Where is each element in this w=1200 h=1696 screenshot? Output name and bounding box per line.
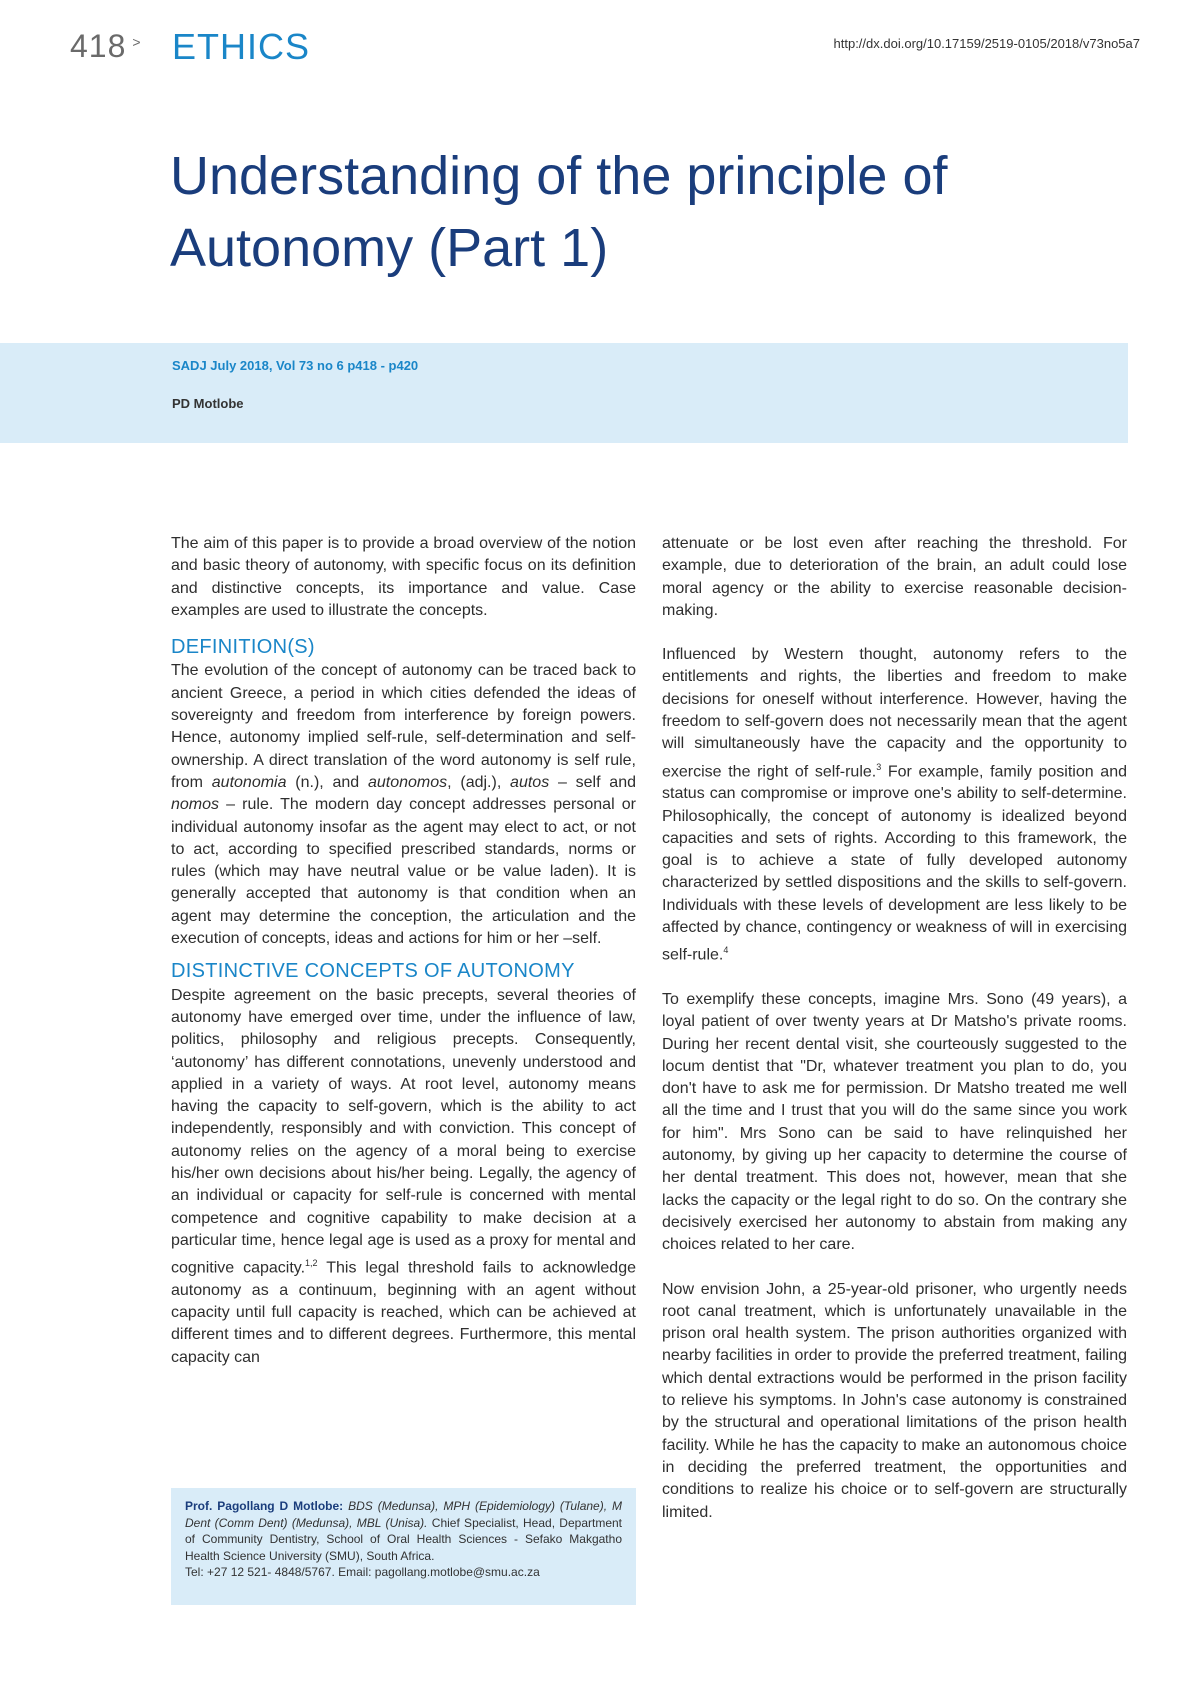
definitions-text: , (adj.), bbox=[447, 773, 511, 791]
page-number bbox=[70, 28, 142, 65]
paragraph: To exemplify these concepts, imagine Mrs. Sono (49 years), a loyal patient of over twenty years at Dr Matsho's private rooms. During her recent dental visit, she courteously suggested to the locum dentist that "Dr, whatever treatment you plan to do, you don't have to ask me for permission. Dr Matsho treated me well all the time and I trust that you will do the same since you work for him". Mrs Sono can be said to have relinquished her autonomy, by giving up her capacity to determine the course of her dental treatment. This does not, however, mean that she lacks the capacity or the legal right to do so. On the contrary she decisively exercised her autonomy to abstain from making any choices related to her care. bbox=[662, 991, 1127, 1254]
author-name: PD Motlobe bbox=[172, 396, 244, 411]
citation: SADJ July 2018, Vol 73 no 6 p418 - p420 bbox=[172, 358, 419, 373]
affiliation-contact: Tel: +27 12 521- 4848/5767. Email: pagollang.motlobe@smu.ac.za bbox=[185, 1565, 540, 1579]
definitions-text: – rule. The modern day concept addresses personal or individual autonomy insofar as the agent may elect to act, or not to act, according to specified prescribed standards, norms or rules (which may have neutral value or be value laden). It is generally accepted that autonomy is that condition when an agent may determine the conception, the articulation and the execution of concepts, ideas and actions for him or her –self. bbox=[171, 796, 636, 948]
definitions-text: The evolution of the concept of autonomy can be traced back to ancient Greece, a period in which cities defended the ideas of sovereignty and freedom from interference by foreign powers. Hence, autonomy implied self-rule, self-determination and self-ownership. A direct translation of the word autonomy is self rule, from bbox=[171, 662, 636, 791]
paragraph: Now envision John, a 25-year-old prisoner, who urgently needs root canal treatment, which is unfortunately unavailable in the prison oral health system. The prison authorities organized with nearby facilities in order to provide the preferred treatment, failing which dental extractions would be performed in the prison facility to relieve his symptoms. In John's case autonomy is constrained by the structural and operational limitations of the prison health facility. While he has the capacity to make an autonomous choice in deciding the preferred treatment, the opportunities and conditions to realize his choice or to self-govern are structurally limited. bbox=[662, 1280, 1127, 1521]
term-autonomia: autonomia bbox=[211, 773, 287, 791]
affiliation-name: Prof. Pagollang D Motlobe: bbox=[185, 1499, 344, 1513]
definitions-text: (n.), and bbox=[286, 773, 368, 791]
page-marker: > bbox=[132, 34, 142, 50]
paragraph-text: Influenced by Western thought, autonomy refers to the entitlements and rights, the liberties and freedom to make decisions for oneself without interference. However, having the freedom to self-govern does not necessarily mean that the agent will simultaneously have the capacity and the opportunity to exercise the right of self-rule. bbox=[662, 646, 1127, 780]
reference-superscript: 1,2 bbox=[305, 1258, 318, 1269]
distinctive-text: This legal threshold fails to acknowledge autonomy as a continuum, beginning with an agent without capacity until full capacity is reached, which can be achieved at different times and to different degrees. Furthermore, this mental capacity can bbox=[171, 1259, 636, 1366]
term-autos: autos bbox=[510, 773, 550, 791]
page-number-value: 418 bbox=[70, 28, 127, 64]
affiliation-position: Chief Specialist, Head, Department of Community Dentistry, School of Oral Health Sciences - Sefako Makgatho Health Science University (SMU), South Africa. bbox=[185, 1515, 623, 1563]
intro-paragraph: The aim of this paper is to provide a broad overview of the notion and basic theory of autonomy, with specific focus on its definition and distinctive concepts, its importance and value. Case examples are used to illustrate the concepts. bbox=[171, 535, 636, 619]
doi-link[interactable]: http://dx.doi.org/10.17159/2519-0105/2018/v73no5a7 bbox=[833, 36, 1140, 51]
reference-superscript: 3 bbox=[876, 761, 882, 772]
term-nomos: nomos bbox=[171, 796, 220, 814]
affiliation-degrees: BDS (Medunsa), MPH (Epidemiology) (Tulane), M Dent (Comm Dent) (Medunsa), MBL (Unisa). bbox=[185, 1499, 622, 1530]
distinctive-text: Despite agreement on the basic precepts, several theories of autonomy have emerged over time, under the influence of law, politics, philosophy and religious precepts. Consequently, ‘autonomy’ has different connotations, unevenly understood and applied in a variety of ways. At root level, autonomy means having the capacity to self-govern, which is the ability to act independently, responsibly and with conviction. This concept of autonomy relies on the agency of a moral being to exercise his/her own decisions about his/her being. Legally, the agency of an individual or capacity for self-rule is concerned with mental competence and cognitive capability to make decision at a particular time, hence legal age is used as a proxy for mental and cognitive capacity. bbox=[171, 986, 636, 1277]
paragraph-text: For example, family position and status can compromise or improve one's ability to self-determine. Philosophically, the concept of autonomy is idealized beyond capacities and sets of rights. According to this framework, the goal is to achieve a state of fully developed autonomy characterized by settled dispositions and the skills to self-govern. Individuals with these levels of development are less likely to be affected by chance, contingency or weakness of will in exercising self-rule. bbox=[662, 763, 1127, 964]
definitions-paragraph bbox=[171, 660, 636, 950]
paragraph: attenuate or be lost even after reaching the threshold. For example, due to deterioration of the brain, an adult could lose moral agency or the ability to exercise reasonable decision-making. bbox=[662, 535, 1127, 619]
info-bar bbox=[0, 343, 1128, 443]
paragraph bbox=[662, 644, 1127, 967]
article-title: Understanding of the principle of Autonomy (Part 1) bbox=[170, 146, 948, 278]
term-autonomos: autonomos bbox=[367, 773, 448, 791]
section-label: ETHICS bbox=[172, 26, 311, 67]
author-affiliation-box bbox=[171, 1488, 636, 1605]
distinctive-paragraph bbox=[171, 985, 636, 1369]
heading-distinctive-concepts: DISTINCTIVE CONCEPTS OF AUTONOMY bbox=[171, 960, 575, 983]
left-column bbox=[171, 533, 636, 1369]
reference-superscript: 4 bbox=[723, 945, 729, 956]
heading-definitions: DEFINITION(S) bbox=[171, 636, 315, 659]
right-column bbox=[662, 533, 1127, 1538]
definitions-text: – self and bbox=[549, 773, 637, 791]
